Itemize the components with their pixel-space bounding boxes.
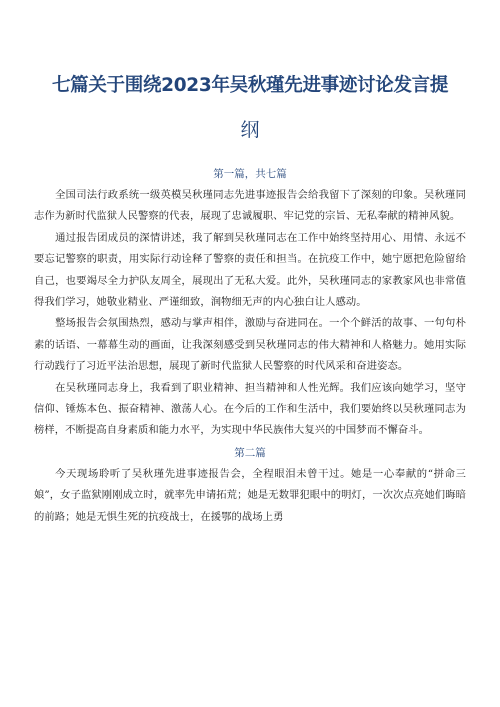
section-heading-1: 第一篇，共七篇 <box>213 168 287 180</box>
document-title-continuation: 纲 <box>240 119 260 141</box>
paragraph: 今天现场聆听了吴秋瑾先进事迹报告会，全程眼泪未曾干过。她是一心奉献的“拼命三娘”，女子监狱刚刚成立时，就率先申请拓荒；她是无数罪犯眼中的明灯，一次次点亮她们晦暗的前路；她是无惧生死的抗疫战士，在援鄂的战场上勇 <box>34 467 466 523</box>
section-heading-2: 第二篇 <box>234 446 266 459</box>
paragraph: 整场报告会氛围热烈，感动与掌声相伴，激励与奋进同在。一个个鲜活的故事、一句句朴素的话语、一幕幕生动的画面，让我深刻感受到吴秋瑾同志的伟大精神和人格魅力。她用实际行动践行了习近平法治思想，展现了新时代监狱人民警察的时代风采和奋进姿态。 <box>34 317 466 373</box>
paragraph: 通过报告团成员的深情讲述，我了解到吴秋瑾同志在工作中始终坚持用心、用情、永远不要忘记警察的职责，用实际行动诠释了警察的责任和担当。在抗疫工作中，她宁愿把危险留给自己，也要竭尽全力护队友周全，展现出了无私大爱。此外，吴秋瑾同志的家教家风也非常值得我们学习，她敬业精业、严谨细致，润物细无声的内心独白让人感动。 <box>34 231 466 309</box>
paragraph: 在吴秋瑾同志身上，我看到了职业精神、担当精神和人性光辉。我们应该向她学习，坚守信仰、锤炼本色、振奋精神、激荡人心。在今后的工作和生活中，我们要始终以吴秋瑾同志为榜样，不断提高自身素质和能力水平，为实现中华民族伟大复兴的中国梦而不懈奋斗。 <box>34 381 466 437</box>
document-title: 七篇关于围绕2023年吴秋瑾先进事迹讨论发言提 <box>51 75 449 96</box>
paragraph: 全国司法行政系统一级英模吴秋瑾同志先进事迹报告会给我留下了深刻的印象。吴秋瑾同志作为新时代监狱人民警察的代表，展现了忠诚履职、牢记党的宗旨、无私奉献的精神风貌。 <box>34 189 466 223</box>
